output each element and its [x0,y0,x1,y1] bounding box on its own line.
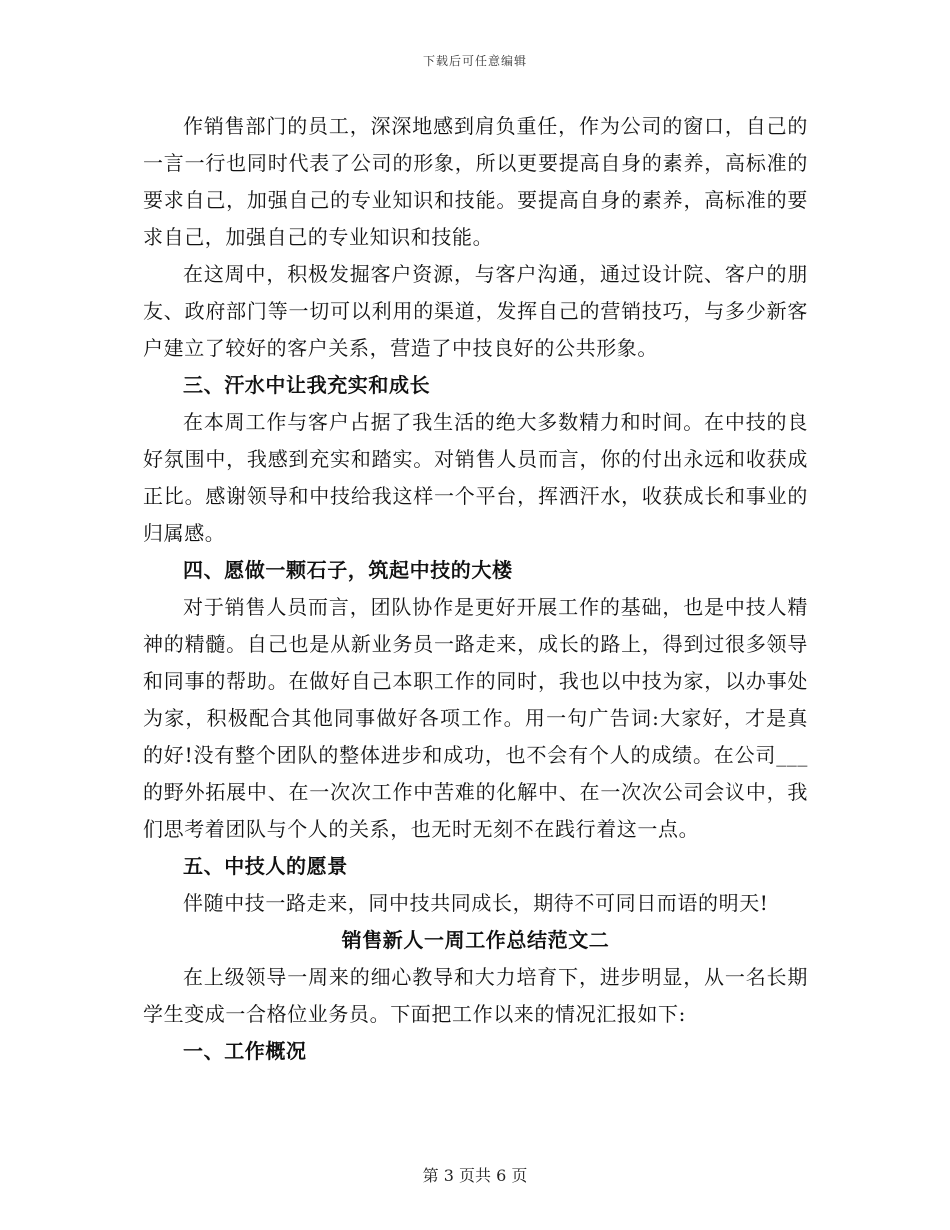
article-title: 销售新人一周工作总结范文二 [341,928,610,952]
section-heading-4: 四、愿做一颗石子，筑起中技的大楼 [183,558,513,582]
paragraph-5: 伴随中技一路走来，同中技共同成长，期待不可同日而语的明天! [183,891,769,915]
page-header: 下载后可任意编辑 [422,54,527,68]
paragraph-1: 作销售部门的员工，深深地感到肩负重任，作为公司的窗口，自己的一言一行也同时代表了公司的形象，所以更要提高自身的素养，高标准的要求自己，加强自己的专业知识和技能。要提高自身的素养，高标准的要求自己，加强自己的专业知识和技能。 [143,114,808,249]
document-body [143,108,808,1070]
section-heading-1: 一、工作概况 [183,1039,307,1063]
paragraph-3: 在本周工作与客户占据了我生活的绝大多数精力和时间。在中技的良好氛围中，我感到充实和踏实。对销售人员而言，你的付出永远和收获成正比。感谢领导和中技给我这样一个平台，挥洒汗水，收获成长和事业的归属感。 [143,410,808,545]
paragraph-6: 在上级领导一周来的细心教导和大力培育下，进步明显，从一名长期学生变成一合格位业务员。下面把工作以来的情况汇报如下: [143,965,808,1026]
page-footer: 第 3 页共 6 页 [422,1166,528,1185]
paragraph-2: 在这周中，积极发掘客户资源，与客户沟通，通过设计院、客户的朋友、政府部门等一切可以利用的渠道，发挥自己的营销技巧，与多少新客户建立了较好的客户关系，营造了中技良好的公共形象。 [143,262,808,360]
paragraph-4: 对于销售人员而言，团队协作是更好开展工作的基础，也是中技人精神的精髓。自己也是从新业务员一路走来，成长的路上，得到过很多领导和同事的帮助。在做好自己本职工作的同时，我也以中技为家，以办事处为家，积极配合其他同事做好各项工作。用一句广告词:大家好，才是真的好!没有整个团队的整体进步和成功，也不会有个人的成绩。在公司___的野外拓展中、在一次次工作中苦难的化解中、在一次次公司会议中，我们思考着团队与个人的关系，也无时无刻不在践行着这一点。 [143,595,808,841]
section-heading-5: 五、中技人的愿景 [183,854,348,878]
section-heading-3: 三、汗水中让我充实和成长 [183,373,431,397]
